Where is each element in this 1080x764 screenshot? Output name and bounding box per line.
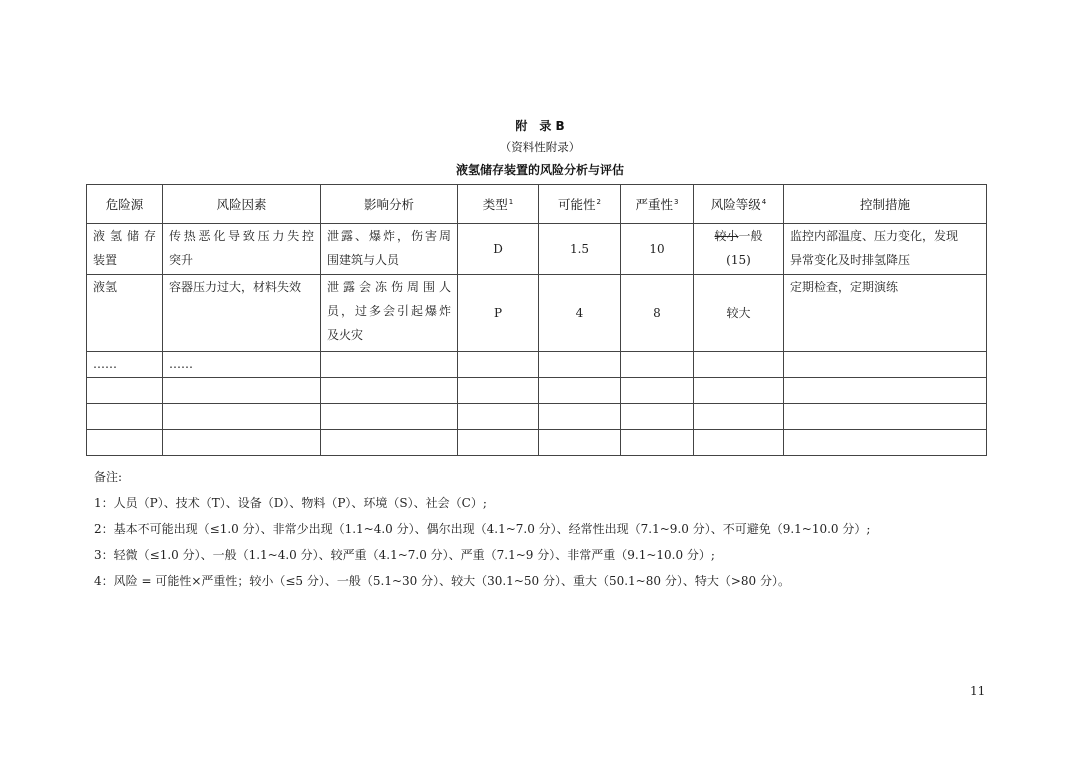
table-cell	[539, 352, 621, 378]
table-cell	[321, 404, 458, 430]
table-cell	[621, 404, 694, 430]
table-cell	[621, 352, 694, 378]
header-control: 控制措施	[784, 185, 987, 224]
table-cell	[321, 352, 458, 378]
cell-hazard: 液氢储存 装置	[87, 224, 163, 275]
table-cell	[784, 430, 987, 456]
revised-level: 一般	[738, 229, 763, 243]
table-cell	[694, 352, 784, 378]
table-cell	[784, 378, 987, 404]
header-risk-level: 风险等级$^4$	[694, 185, 784, 224]
table-cell	[87, 430, 163, 456]
note-2: 2：基本不可能出现（≤1.0 分）、非常少出现（1.1~4.0 分）、偶尔出现（4.1~7.0 分）、经常性出现（7.1~9.0 分）、不可避免（9.1~10.0 分）;	[94, 522, 871, 536]
note-1: 1：人员（P）、技术（T）、设备（D）、物料（P）、环境（S）、社会（C）;	[94, 496, 487, 510]
page-number: 11	[970, 684, 986, 698]
header-factor: 风险因素	[163, 185, 321, 224]
cell-hazard: ……	[87, 352, 163, 378]
table-row	[87, 224, 987, 275]
header-impact: 影响分析	[321, 185, 458, 224]
table-row	[87, 404, 987, 430]
table-cell	[539, 430, 621, 456]
table-row	[87, 430, 987, 456]
cell-impact: 泄露、爆炸，伤害周 围建筑与人员	[321, 224, 458, 275]
table-header-row	[87, 185, 987, 224]
notes-section	[94, 464, 870, 594]
table-cell	[539, 378, 621, 404]
header-hazard: 危险源	[87, 185, 163, 224]
table-row	[87, 378, 987, 404]
table-cell	[784, 352, 987, 378]
table-cell	[694, 430, 784, 456]
risk-table	[86, 184, 987, 456]
table-cell	[458, 404, 539, 430]
notes-title: 备注:	[94, 470, 123, 484]
header-likelihood: 可能性$^2$	[539, 185, 621, 224]
cell-type: P	[458, 275, 539, 352]
cell-control: 监控内部温度、压力变化，发现 异常变化及时排氢降压	[784, 224, 987, 275]
table-cell	[458, 352, 539, 378]
table-title: 液氢储存装置的风险分析与评估	[455, 163, 624, 177]
table-cell	[321, 430, 458, 456]
table-cell	[87, 378, 163, 404]
header-severity: 严重性$^3$	[621, 185, 694, 224]
table-row	[87, 275, 987, 352]
table-cell	[694, 404, 784, 430]
note-4: 4：风险 = 可能性×严重性；较小（≤5 分）、一般（5.1~30 分）、较大（30.1~50 分）、重大（50.1~80 分）、特大（>80 分）。	[94, 574, 790, 588]
cell-likelihood: 4	[539, 275, 621, 352]
table-cell	[694, 378, 784, 404]
table-cell	[621, 430, 694, 456]
cell-type: D	[458, 224, 539, 275]
table-cell	[621, 378, 694, 404]
cell-severity: 10	[621, 224, 694, 275]
table-cell	[784, 404, 987, 430]
cell-factor: 传热恶化导致压力失控 突升	[163, 224, 321, 275]
header-type: 类型$^1$	[458, 185, 539, 224]
table-cell	[458, 378, 539, 404]
table-cell	[163, 404, 321, 430]
cell-factor: 容器压力过大，材料失效	[163, 275, 321, 352]
table-row	[87, 352, 987, 378]
struck-level: 较小	[714, 229, 739, 243]
cell-likelihood: 1.5	[539, 224, 621, 275]
table-cell	[163, 430, 321, 456]
table-cell	[163, 378, 321, 404]
cell-risk-level: 较大	[694, 275, 784, 352]
table-cell	[321, 378, 458, 404]
cell-control: 定期检查，定期演练	[784, 275, 987, 352]
appendix-type: （资料性附录）	[499, 140, 581, 154]
appendix-label: 附 录 B	[515, 119, 565, 133]
cell-impact: 泄露会冻伤周围人 员，过多会引起爆炸 及火灾	[321, 275, 458, 352]
risk-score: (15)	[726, 253, 751, 267]
cell-risk-level	[694, 224, 784, 275]
table-cell	[87, 404, 163, 430]
cell-factor: ……	[163, 352, 321, 378]
table-cell	[458, 430, 539, 456]
cell-hazard: 液氢	[87, 275, 163, 352]
cell-severity: 8	[621, 275, 694, 352]
note-3: 3：轻微（≤1.0 分）、一般（1.1~4.0 分）、较严重（4.1~7.0 分）、严重（7.1~9 分）、非常严重（9.1~10.0 分）;	[94, 548, 715, 562]
table-cell	[539, 404, 621, 430]
